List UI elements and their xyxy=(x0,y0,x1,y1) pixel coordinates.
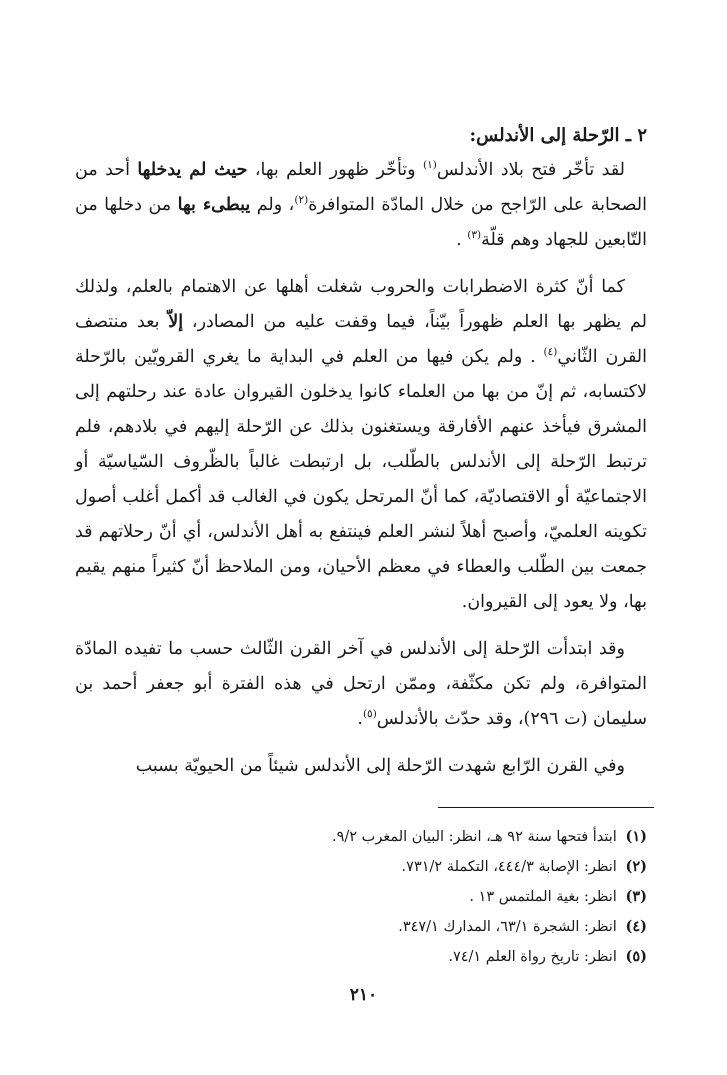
text-run: أحد من الصحابة على الرّاجح من خلال المادّة المتوافرة xyxy=(75,160,647,215)
bold-text: إلاّ xyxy=(168,312,184,332)
text-run: بعد منتصف القرن الثّاني xyxy=(75,312,648,367)
text-run: وفي القرن الرّابع شهدت الرّحلة إلى الأندلس شيئاً من الحيويّة بسبب xyxy=(135,756,625,776)
footnote-text: انظر: تاريخ رواة العلم ٧٤/١. xyxy=(448,949,617,965)
footnote-reference: (٥) xyxy=(362,708,377,721)
text-run: . ولم يكن فيها من العلم في البداية ما يغري القرويّين بالرّحلة لاكتسابه، ثم إنّ من بها من العلماء كانوا يدخلون القيروان عادة عند رحلتهم إلى المشرق فيأخذ عنهم الأفارقة ويستغنون بذلك عن الرّحلة إليهم في بلادهم، فلم ترتبط الرّحلة إلى الأندلس بالطّلب، بل ارتبطت غالباً بالظّروف السّياسيّة أو الاجتماعيّة أو الاقتصاديّة، كما أنّ المرتحل يكون في الغالب قد أكمل أغلب أصول تكوينه العلميّ، وأصبح أهلاً لنشر العلم فينتفع به أهل الأندلس، أي أنّ رحلاتهم قد جمعت بين الطّلب والعطاء في معظم الأحيان، ومن الملاحظ أنّ كثيراً منهم يقيم بها، ولا يعود إلى القيروان. xyxy=(75,347,647,612)
bold-text: حيث لم يدخلها xyxy=(137,160,248,180)
text-run: ، ولم xyxy=(250,195,295,215)
footnote-number: (٣) xyxy=(625,888,647,905)
footnote-text: انظر: الشجرة ٦٣/١، المدارك ٣٤٧/١. xyxy=(398,919,617,935)
paragraph xyxy=(75,749,647,784)
paragraph xyxy=(75,153,647,258)
footnote-reference: (٢) xyxy=(294,194,309,207)
footnote-text: انظر: الإصابة ٤٤٤/٣، التكملة ٧٣١/٢. xyxy=(401,859,617,875)
footnote xyxy=(75,822,647,852)
footnote-number: (١) xyxy=(625,828,647,845)
footnote xyxy=(75,912,647,942)
footnote-text: ابتدأ فتحها سنة ٩٢ هـ، انظر: البيان المغرب ٩/٢. xyxy=(331,829,617,845)
footnote-reference: (١) xyxy=(423,159,437,172)
paragraph xyxy=(75,270,647,620)
text-run: وتأخّر ظهور العلم بها، xyxy=(247,160,423,180)
footnote xyxy=(75,942,647,972)
text-run: . xyxy=(456,230,468,250)
footnote-list xyxy=(75,822,647,972)
footnote-number: (٤) xyxy=(625,918,647,935)
text-run: لقد تأخّر فتح بلاد الأندلس xyxy=(436,160,626,180)
footnote-number: (٢) xyxy=(625,858,647,875)
text-run: من دخلها من التّابعين للجهاد وهم قلّة xyxy=(75,195,647,250)
paragraph xyxy=(75,632,647,737)
footnote-text: انظر: بغية الملتمس ١٣ . xyxy=(469,889,617,905)
text-run: . xyxy=(357,709,363,729)
footnote-separator xyxy=(438,807,654,808)
footnote xyxy=(75,852,647,882)
footnote-number: (٥) xyxy=(625,948,647,965)
bold-text: يبطىء بها xyxy=(177,195,251,215)
footnote-reference: (٤) xyxy=(543,346,558,359)
text-run: وقد ابتدأت الرّحلة إلى الأندلس في آخر القرن الثّالث حسب ما تفيده المادّة المتوافرة، ولم تكن مكثّفة، وممّن ارتحل في هذه الفترة أبو جعفر أحمد بن سليمان (ت ٢٩٦)، وقد حدّث بالأندلس xyxy=(75,639,647,729)
footnote xyxy=(75,882,647,912)
page-number: ٢١٠ xyxy=(349,985,378,1005)
footnote-reference: (٣) xyxy=(467,229,482,242)
main-text xyxy=(75,118,647,784)
text-run: كما أنّ كثرة الاضطرابات والحروب شغلت أهلها عن الاهتمام بالعلم، ولذلك لم يظهر بها العلم ظهوراً بيّناً، فيما وقفت عليه من المصادر، xyxy=(75,277,647,332)
section-heading: ٢ ـ الرّحلة إلى الأندلس: xyxy=(469,125,647,146)
